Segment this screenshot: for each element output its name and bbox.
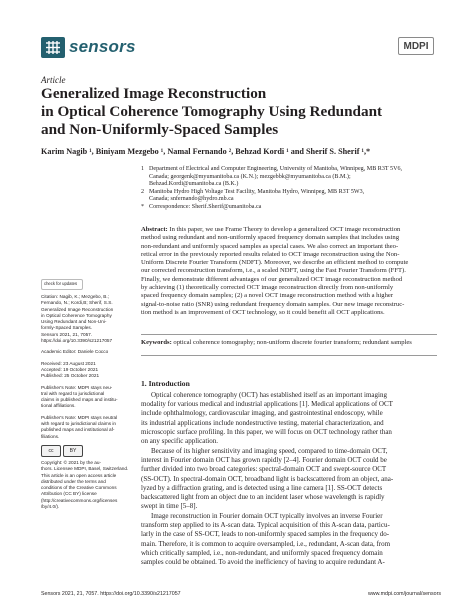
text-line: lyzed by a diffraction grating, and is detected using a line camera [1]. SS-OCT detects [141, 483, 383, 492]
accepted-date: Accepted: 19 October 2021 [41, 366, 99, 372]
journal-logo[interactable] [41, 37, 136, 57]
paragraph [141, 391, 441, 446]
by-icon: BY [63, 445, 83, 457]
publisher-logo[interactable] [398, 37, 434, 55]
aff-marker: 1 [141, 166, 145, 172]
note-line: tral with regard to jurisdictional [41, 390, 105, 396]
abstract-line: spaced frequency domain samples; (2) a novel OCT image reconstruction method with a higher [141, 292, 394, 300]
sensors-logo-icon [41, 37, 65, 58]
paper-title [41, 85, 441, 139]
abstract-line: signal-to-noise ratio (SNR) using redundant frequency domain samples. Our new image reconstruc- [141, 300, 405, 308]
check-updates-button[interactable] [41, 279, 83, 290]
text-line: further divided into two broad categories: spectral-domain OCT and swept-source OCT [141, 465, 387, 474]
keywords [141, 339, 441, 347]
text-line: transform step applied to its A-scan data. Typical acquisition of this A-scan data, particu- [141, 521, 390, 530]
title-line: and Non-Uniformly-Spaced Samples [41, 121, 279, 138]
note-line: tional affiliations. [41, 403, 76, 409]
aff-marker [141, 181, 149, 189]
divider [141, 355, 437, 356]
paragraph [141, 447, 441, 511]
mdpi-logo-icon: MDPI [398, 37, 434, 55]
copyright-line: conditions of the Creative Commons [41, 485, 117, 491]
citation-block [41, 294, 131, 344]
citation-line: Using Redundant and Non-Uni- [41, 319, 107, 325]
aff-text: Canada; snfernando@hydro.mb.ca [149, 196, 234, 203]
academic-editor: Academic Editor: Daniele Cocco [41, 349, 109, 355]
abstract-line: our corrected reconstruction transform, i.e., a scaled NDFT, using the Fast Fourier Transform (FFT). [141, 267, 406, 275]
article-info-sidebar [41, 279, 131, 515]
abstract-line: by achieving (1) theoretically corrected OCT image reconstruction directly from non-uniformly [141, 284, 394, 292]
aff-marker [141, 196, 149, 204]
text-line: samples could be obtained. To avoid the inefficiency of having to acquire redundant A- [141, 558, 385, 567]
text-line: interest in Fourier domain OCT has grown rapidly [2–4]. Fourier domain OCT could be [141, 456, 387, 465]
note-line: published maps and institutional af- [41, 427, 115, 433]
aff-text: Manitoba Hydro High Voltage Test Facility, Manitoba Hydro, Winnipeg, MB R3T 5W3, [149, 188, 365, 195]
title-line: Generalized Image Reconstruction [41, 85, 267, 102]
text-line: larly in the case of SS-OCT, leads to non-uniformly spaced samples in the frequency do- [141, 530, 390, 539]
abstract [141, 226, 441, 317]
keywords-label: Keywords: [141, 339, 172, 346]
aff-marker [141, 174, 149, 182]
journal-name: sensors [69, 37, 136, 56]
abstract-line: Uniform Discrete Fourier Transform (NDFT). Moreover, we describe an efficient method to compute [141, 259, 409, 267]
copyright-line: distributed under the terms and [41, 478, 106, 484]
text-line: modality for various medical and industrial applications [1]. Medical applications of OCT [141, 400, 393, 409]
aff-text: Department of Electrical and Computer Engineering, University of Manitoba, Winnipeg, MB R3T 5V6, [149, 166, 403, 172]
note-line: Publisher's Note: MDPI stays neutral [41, 414, 118, 420]
license-link[interactable]: /by/4.0/). [41, 504, 60, 510]
abstract-line: In this paper, we use Frame Theory to develop a generalized OCT image reconstruction [167, 226, 401, 233]
text-line: include ophthalmology, cardiovascular imaging, and gastrointestinal endoscopy, while [141, 409, 383, 418]
copyright-line: Copyright: © 2021 by the au- [41, 459, 101, 465]
dates-block [41, 361, 131, 380]
abstract-label: Abstract: [141, 226, 168, 233]
text-line: microscopic surface profiling. In this paper, we will focus on OCT technology rather than [141, 427, 392, 436]
check-updates-label: check for updates [44, 281, 78, 287]
footer-citation[interactable]: Sensors 2021, 21, 7057. https://doi.org/10.3390/s21217057 [41, 591, 181, 597]
aff-text: Behzad.Kordi@umanitoba.ca (B.K.) [149, 181, 239, 188]
citation-line: formly-Spaced Samples. [41, 325, 93, 331]
copyright-line: thors. Licensee MDPI, Basel, Switzerland. [41, 466, 129, 472]
abstract-line: method using redundant and non-uniformly spaced frequency domain samples that includes using [141, 234, 400, 242]
citation-line: Citation: Nagib, K.; Mezgebo, B.; [41, 294, 110, 299]
text-line: swept in time [5–8]. [141, 502, 198, 511]
article-type: Article [41, 75, 66, 85]
cc-by-badge[interactable] [41, 445, 131, 457]
divider [141, 334, 437, 335]
note-line: Publisher's Note: MDPI stays neu- [41, 384, 113, 390]
copyright-line: Attribution (CC BY) license [41, 491, 97, 497]
keywords-text: optical coherence tomography; non-uniform discrete fourier transform; redundant samples [171, 339, 412, 346]
cc-icon: cc [41, 445, 61, 457]
copyright-line: This article is an open access article [41, 472, 117, 478]
note-line: filiations. [41, 433, 60, 439]
published-date: Published: 25 October 2021 [41, 373, 100, 379]
publisher-note [41, 385, 131, 410]
section-heading: 1. Introduction [141, 379, 190, 388]
correspondence-email[interactable]: Correspondence: Sherif.Sherif@umanitoba.ca [149, 203, 262, 210]
license-link[interactable]: (http://creativecommons.org/licenses [41, 497, 118, 503]
aff-marker: * [141, 203, 145, 210]
abstract-line: Finally, we demonstrate different advantages of our generalized OCT image reconstruction method [141, 275, 403, 283]
text-line: main. Therefore, it is common to acquire oversampled, i.e., redundant, A-scan data, from [141, 539, 391, 548]
citation-line: Sensors 2021, 21, 7057. [41, 331, 93, 337]
text-line: Image reconstruction in Fourier domain OCT typically involves an inverse Fourier [151, 512, 383, 520]
received-date: Received: 23 August 2021 [41, 360, 96, 366]
copyright-block [41, 460, 131, 510]
abstract-line: non-redundant and uniformly spaced samples as special cases. We also correct an important theo- [141, 242, 399, 250]
note-line: claims in published maps and institu- [41, 397, 118, 403]
citation-line: Fernando, N.; Kordi,B; Sherif, S.S. [41, 300, 113, 306]
text-line: Because of its higher sensitivity and imaging speed, compared to time-domain OCT, [151, 447, 388, 455]
page-footer [41, 591, 441, 597]
text-line: (SS-OCT). In spectral-domain OCT, broadband light is backscattered from an object, ana- [141, 474, 394, 483]
paragraph [141, 512, 441, 567]
text-line: Optical coherence tomography (OCT) has established itself as an important imaging [151, 391, 387, 399]
author-list: Karim Nagib ¹, Biniyam Mezgebo ¹, Namal Fernando ², Behzad Kordi ¹ and Sherif S. Sherif ¹,* [41, 147, 371, 156]
note-line: with regard to jurisdictional claims in [41, 421, 117, 427]
abstract-line: retical error in the previously reported results related to OCT image reconstruction using the Non- [141, 250, 400, 258]
text-line: on any specific application. [141, 437, 218, 446]
doi-link[interactable]: https://doi.org/10.3390/s21217057 [41, 338, 113, 344]
citation-line: Generalized Image Reconstruction [41, 306, 114, 312]
editor-block [41, 349, 131, 355]
footer-journal-url[interactable]: www.mdpi.com/journal/sensors [367, 591, 441, 597]
abstract-line: tion method is an improvement of OCT technology, so it could benefit all OCT applications. [141, 308, 385, 316]
citation-line: in Optical Coherence Tomography [41, 312, 112, 318]
title-line: in Optical Coherence Tomography Using Redundant [41, 103, 383, 120]
publisher-note [41, 415, 131, 440]
aff-marker: 2 [141, 188, 145, 195]
aff-text: Canada; georgenk@myumanitoba.ca (K.N.); mezgebbk@myumanitoba.ca (B.M.); [149, 173, 351, 180]
affiliations [141, 166, 441, 212]
text-line: backscattered light from an object due to an incident laser whose wavelength is rapidly [141, 493, 385, 502]
text-line: its industrial applications include nondestructive testing, material characterization, and [141, 418, 384, 427]
text-line: which critically sampled, i.e., non-redundant, and uniformly spaced frequency domain [141, 548, 383, 557]
